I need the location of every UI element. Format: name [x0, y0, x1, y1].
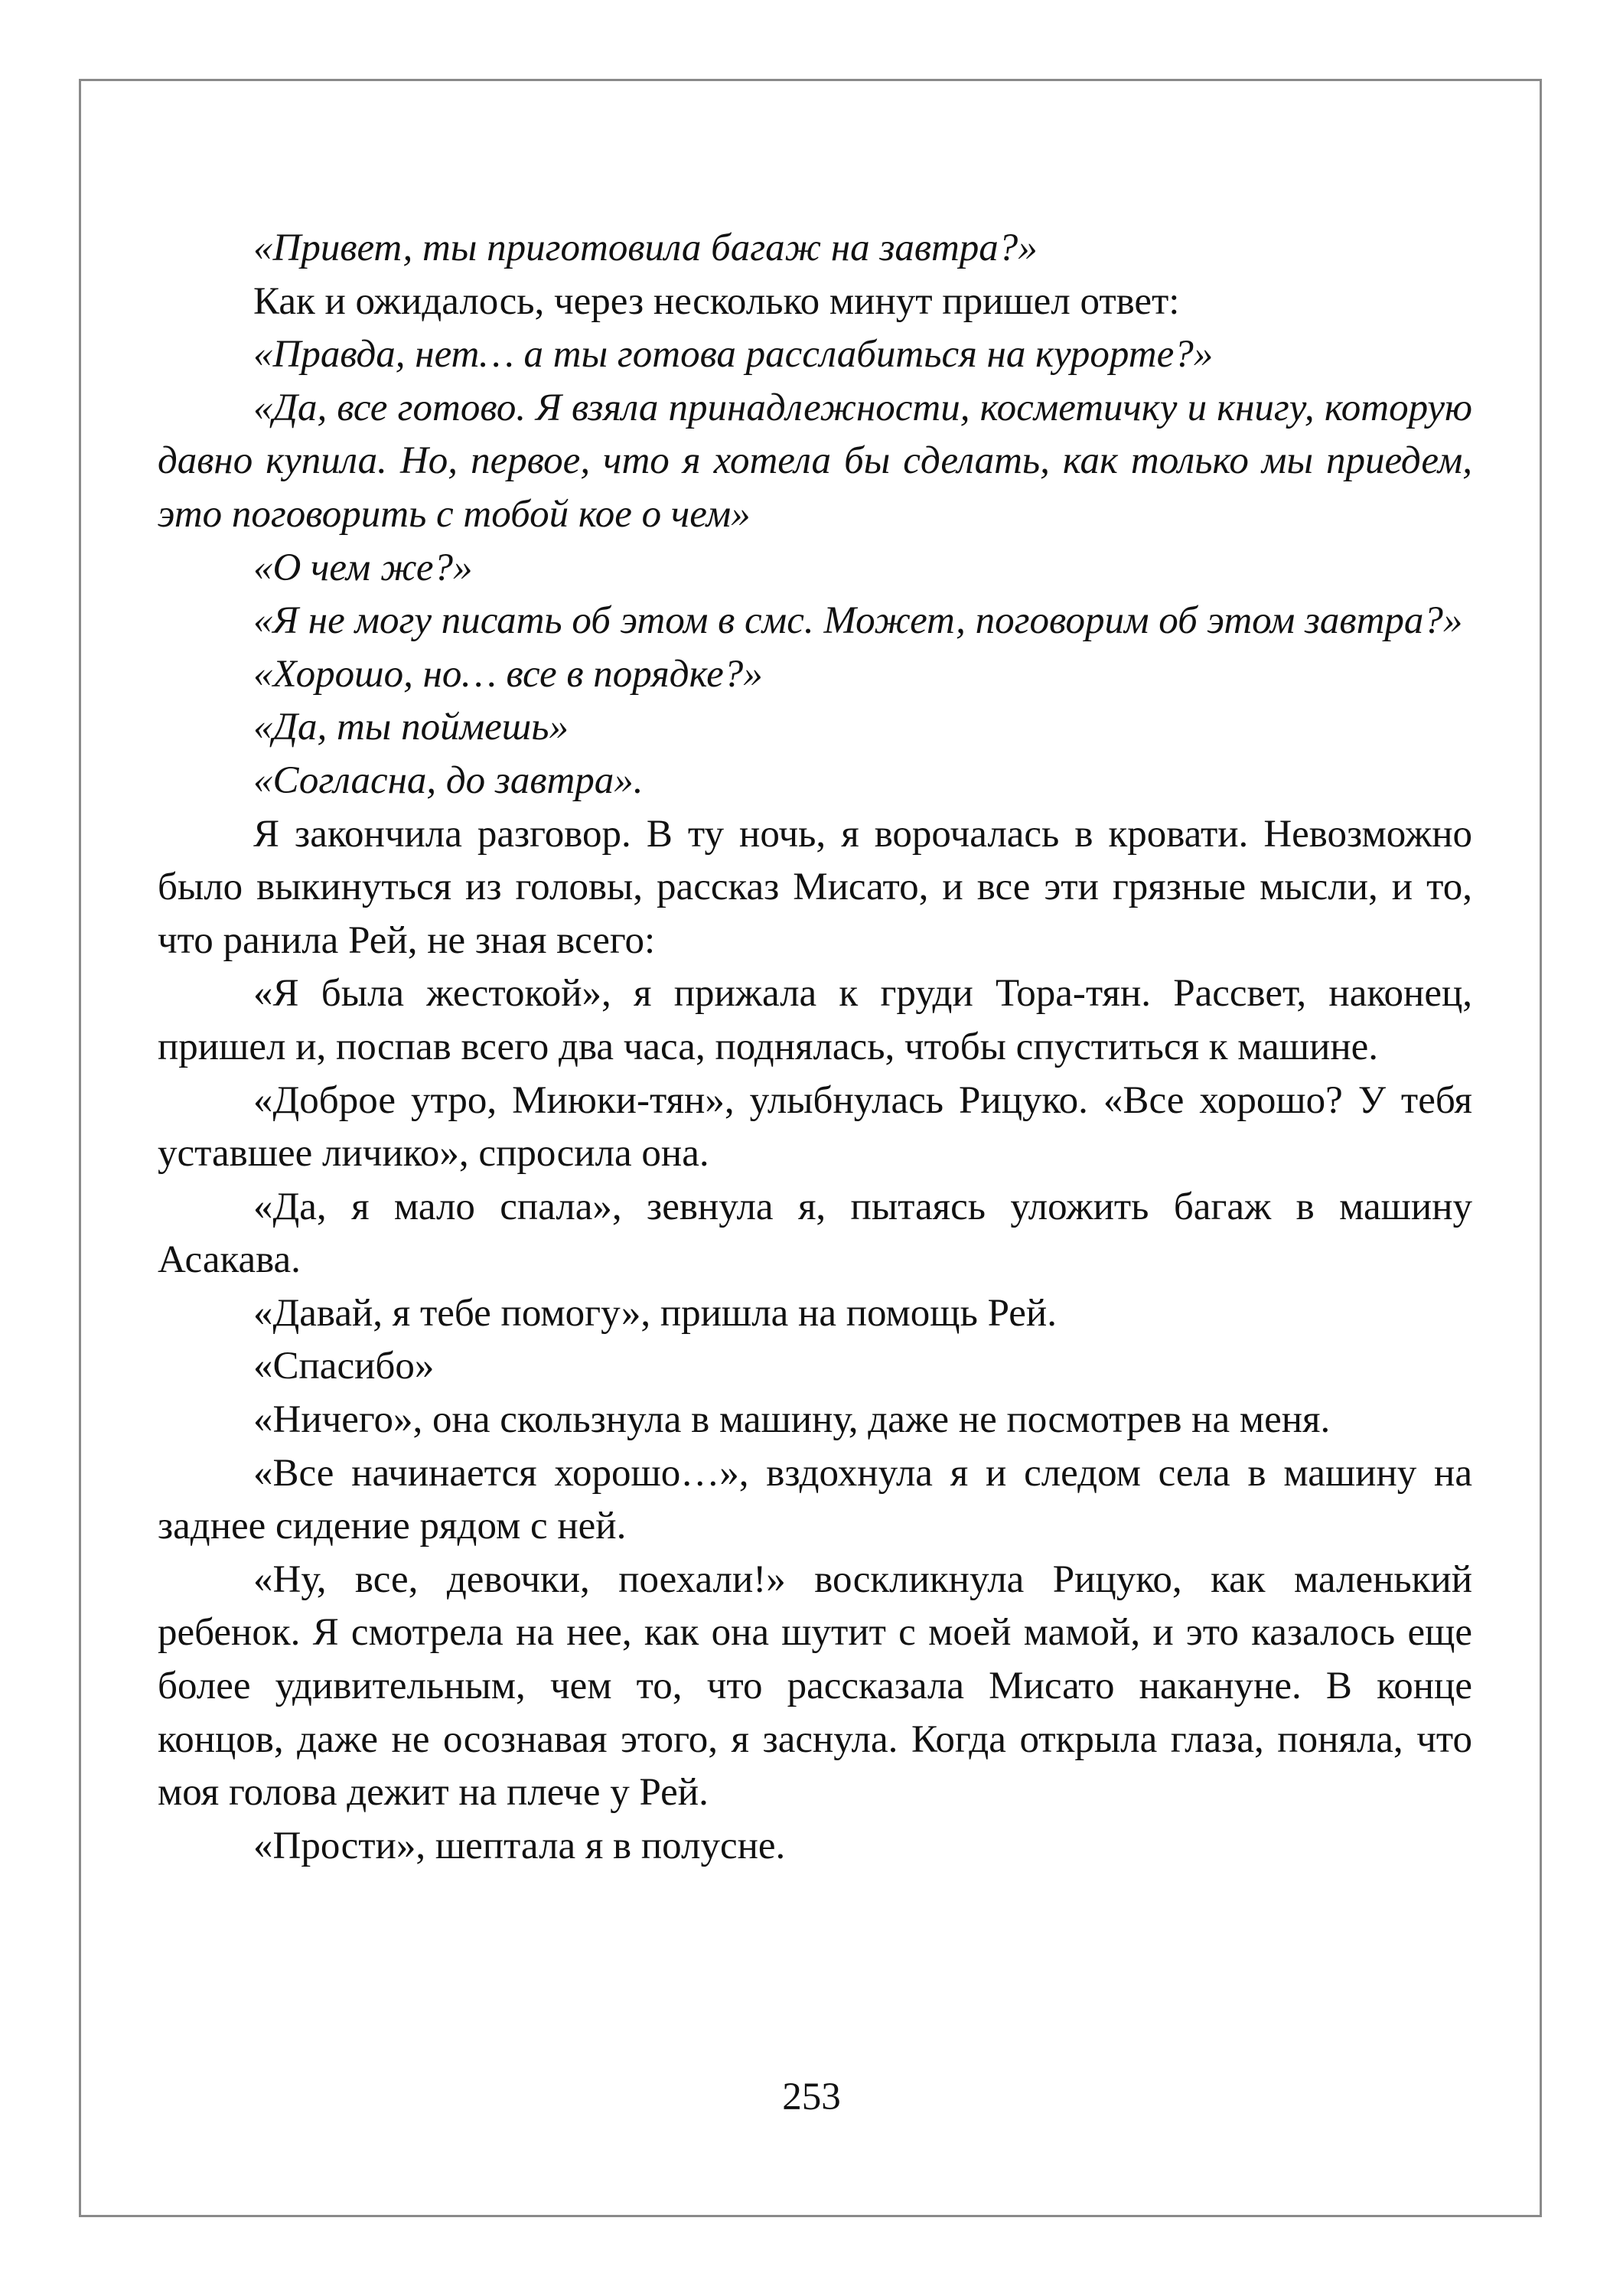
paragraph-2: Как и ожидалось, через несколько минут пришел ответ: — [253, 279, 1180, 323]
paragraph-1: «Привет, ты приготовила багаж на завтра?» — [253, 227, 1038, 269]
body-text — [158, 222, 1472, 1873]
page-number: 253 — [782, 2076, 841, 2118]
paragraph-17: «Все начинается хорошо…», вздохнула я и следом села в машину на заднее сидение рядом с ней. — [158, 1451, 1472, 1548]
paragraph-10: Я закончила разговор. В ту ночь, я ворочалась в кровати. Невозможно было выкинуться из головы, рассказ Мисато, и все эти грязные мысли, и то, что ранила Рей, не зная всего: — [158, 812, 1472, 962]
paragraph-16: «Ничего», она скользнула в машину, даже не посмотрев на меня. — [253, 1398, 1331, 1442]
paragraph-12: «Доброе утро, Миюки-тян», улыбнулась Рицуко. «Все хорошо? У тебя уставшее личико», спросила она. — [158, 1078, 1472, 1176]
paragraph-14: «Давай, я тебе помогу», пришла на помощь Рей. — [253, 1291, 1057, 1335]
paragraph-8: «Да, ты поймешь» — [253, 706, 569, 749]
paragraph-9: «Согласна, до завтра». — [253, 758, 644, 802]
paragraph-15: «Спасибо» — [253, 1345, 435, 1388]
paragraph-11: «Я была жестокой», я прижала к груди Тора-тян. Рассвет, наконец, пришел и, поспав всего два часа, поднялась, чтобы спуститься к машине. — [158, 972, 1472, 1068]
paragraph-19: «Прости», шептала я в полусне. — [253, 1824, 786, 1867]
paragraph-3: «Правда, нет… а ты готова расслабиться на курорте?» — [253, 333, 1214, 377]
paragraph-5: «О чем же?» — [253, 546, 473, 589]
paragraph-4: «Да, все готово. Я взяла принадлежности, косметичку и книгу, которую давно купила. Но, первое, что я хотела бы сделать, как только мы приедем, это поговорить с тобой кое о чем» — [158, 386, 1472, 536]
paragraph-6: «Я не могу писать об этом в смс. Может, поговорим об этом завтра?» — [253, 599, 1463, 643]
paragraph-18: «Ну, все, девочки, поехали!» воскликнула Рицуко, как маленький ребенок. Я смотрела на нее, как она шутит с моей мамой, и это казалось еще более удивительным, чем то, что рассказала Мисато накануне. В конце концов, даже не осознавая этого, я заснула. Когда открыла глаза, поняла, что моя голова дежит на плече у Рей. — [158, 1557, 1472, 1815]
paragraph-7: «Хорошо, но… все в порядке?» — [253, 652, 763, 696]
paragraph-13: «Да, я мало спала», зевнула я, пытаясь уложить багаж в машину Асакава. — [158, 1185, 1472, 1282]
